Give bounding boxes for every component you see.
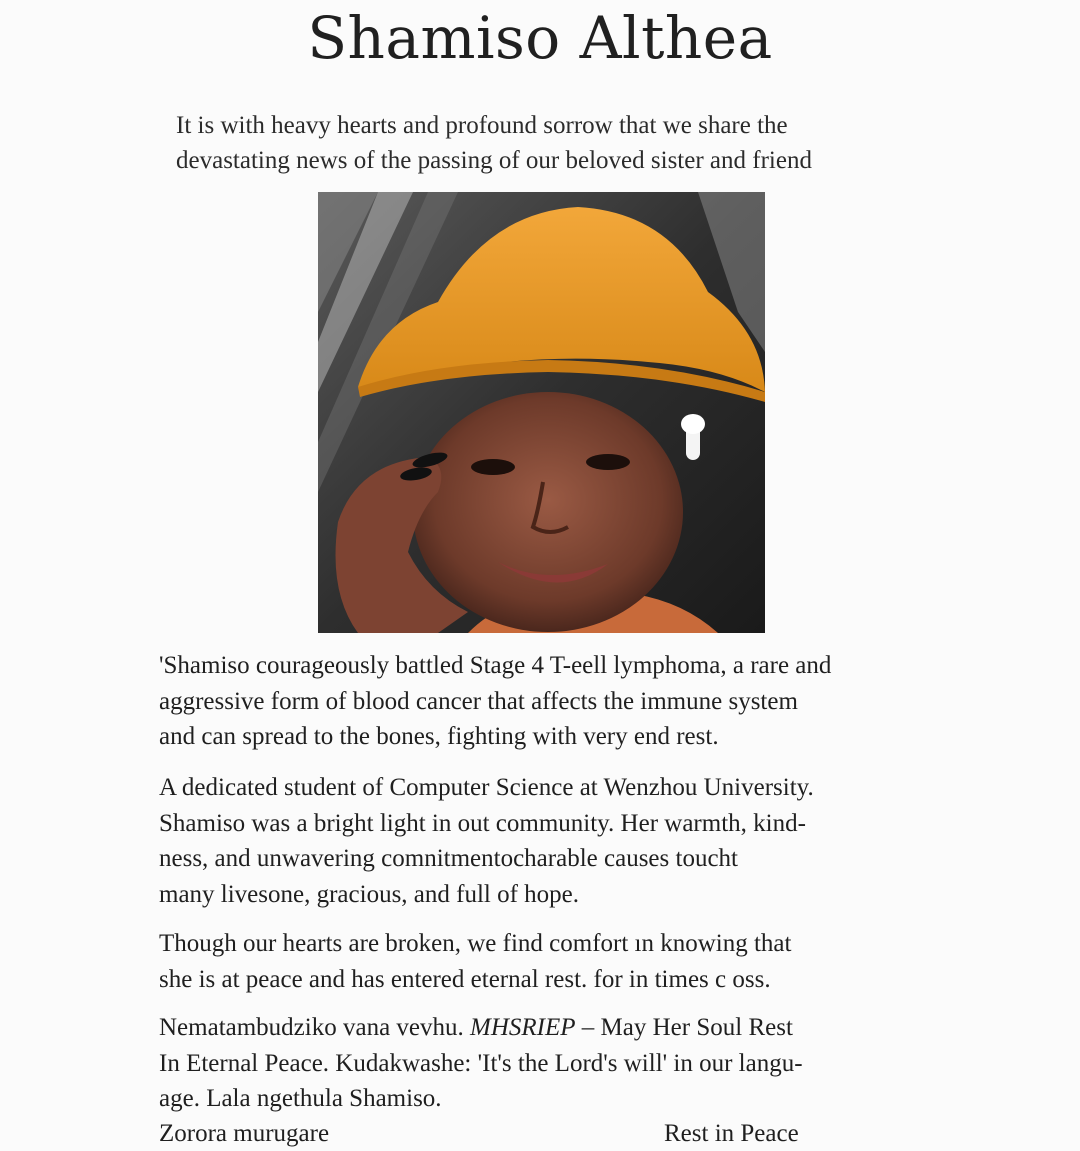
paragraph-line: Though our hearts are broken, we find comfort ın knowing that	[159, 930, 792, 957]
blessing-text: – May Her Soul Rest	[575, 1014, 793, 1041]
paragraph-line: many livesone, gracious, and full of hope.	[159, 880, 580, 908]
paragraph-line: she is at peace and has entered eternal rest. for in times c oss.	[159, 965, 771, 993]
intro-line: It is with heavy hearts and profound sorrow that we share the	[176, 112, 788, 139]
paragraph-illness	[159, 648, 959, 755]
paragraph-line	[159, 1010, 959, 1046]
paragraph-line: age. Lala ngethula Shamiso.	[159, 1085, 442, 1112]
blessing-text: Nematambudziko vana vevhu.	[159, 1014, 471, 1041]
footer-right-text: Rest in Peace	[664, 1120, 799, 1147]
paragraph-line: 'Shamiso courageously battled Stage 4 T-eell lymphoma, a rare and	[159, 652, 832, 679]
paragraph-student	[159, 770, 959, 912]
paragraph-line: ness, and unwavering comnitmentocharable causes toucht	[159, 845, 738, 872]
paragraph-comfort	[159, 926, 959, 997]
paragraph-blessing	[159, 1010, 959, 1117]
paragraph-line: In Eternal Peace. Kudakwashe: 'It's the Lord's will' in our langu-	[159, 1049, 803, 1077]
acronym-text: MHSRIEP	[470, 1014, 576, 1041]
portrait-photo	[318, 192, 765, 633]
paragraph-line: aggressive form of blood cancer that affects the immune system	[159, 687, 798, 715]
paragraph-line: A dedicated student of Computer Science at Wenzhou University.	[159, 774, 814, 801]
footer-left-text: Zorora murugare	[159, 1120, 330, 1147]
paragraph-line: Shamiso was a bright light in out community. Her warmth, kind-	[159, 809, 806, 837]
page-title: Shamiso Althea	[307, 4, 773, 72]
paragraph-line: and can spread to the bones, fighting with very end rest.	[159, 723, 719, 750]
intro-text	[176, 108, 936, 178]
intro-line: devastating news of the passing of our beloved sister and friend	[176, 147, 812, 174]
portrait-illustration	[318, 192, 765, 633]
